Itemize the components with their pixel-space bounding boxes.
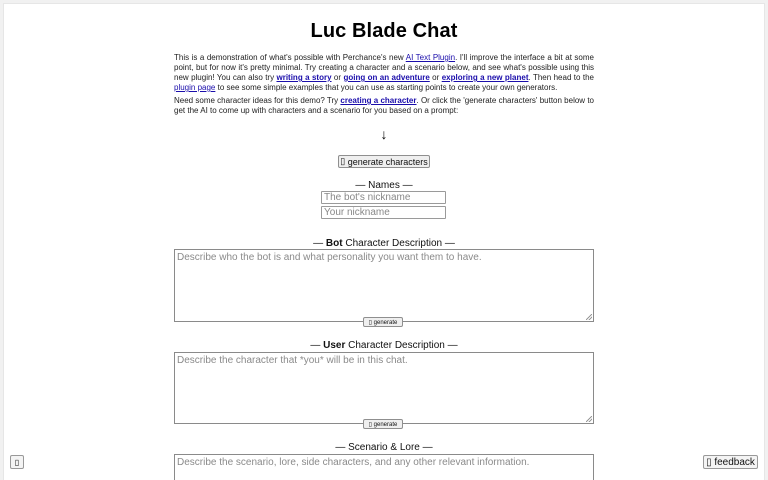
names-label: — Names — <box>355 180 413 191</box>
resize-grip-icon[interactable] <box>586 416 592 422</box>
page-frame <box>4 4 764 480</box>
ai-text-plugin-link[interactable]: AI Text Plugin <box>405 53 456 62</box>
user-description-label <box>4 340 764 351</box>
user-nickname-input[interactable]: Your nickname <box>321 206 446 219</box>
user-description-placeholder: Describe the character that *you* will be in this chat. <box>177 355 408 366</box>
label-rest: Character Description <box>345 340 445 351</box>
user-label-bold: User <box>323 340 346 351</box>
dash: — <box>442 238 455 249</box>
label-rest: Character Description <box>342 238 443 249</box>
bot-generate-button[interactable]: ▯ generate <box>363 317 403 327</box>
writing-a-story-link[interactable]: writing a story <box>276 73 332 82</box>
going-on-adventure-link[interactable]: going on an adventure <box>343 73 430 82</box>
generate-characters-label: generate characters <box>347 156 428 167</box>
scenario-placeholder: Describe the scenario, lore, side characters, and any other relevant information. <box>177 457 530 468</box>
intro-text: . Then head to the <box>528 73 594 82</box>
intro-text: Need some character ideas for this demo? Try <box>174 96 341 105</box>
user-description-textarea[interactable] <box>174 352 594 424</box>
intro-text: or <box>429 73 442 82</box>
feedback-button[interactable]: ▯ feedback <box>703 455 758 469</box>
scenario-label: — Scenario & Lore — <box>335 442 433 453</box>
bot-nickname-input[interactable]: The bot's nickname <box>321 191 446 204</box>
user-generate-button[interactable]: ▯ generate <box>363 419 403 429</box>
bot-label-bold: Bot <box>325 238 343 249</box>
intro-text: . Or click the 'generate characters' button below to get the AI to come up with characters and a scenario for you based on a prompt: <box>174 96 594 115</box>
intro-text: or <box>331 73 344 82</box>
generate-characters-button[interactable] <box>338 155 430 168</box>
bot-description-textarea[interactable] <box>174 249 594 322</box>
corner-menu-button[interactable]: ▯ <box>10 455 24 469</box>
scenario-textarea[interactable] <box>174 454 594 480</box>
generate-icon: ▯ <box>340 156 346 166</box>
dash: — <box>444 340 458 351</box>
page-title: Luc Blade Chat <box>310 20 458 42</box>
bot-description-placeholder: Describe who the bot is and what personality you want them to have. <box>177 252 482 263</box>
dash: — <box>313 238 326 249</box>
resize-grip-icon[interactable] <box>586 314 592 320</box>
intro-text: . I'll improve the interface a bit at some point, but for now it's pretty minimal. Try creating a character and a scenario below, and see what's possible using this new plugin! You can also try <box>174 53 594 82</box>
character-ideas-paragraph <box>174 96 594 116</box>
intro-text: to see some simple examples that you can use as starting points to create your own generators. <box>215 83 558 92</box>
down-arrow-icon: ↓ <box>380 126 388 142</box>
creating-character-link[interactable]: creating a character <box>340 96 417 105</box>
dash: — <box>310 340 324 351</box>
intro-text: This is a demonstration of what's possible with Perchance's new <box>174 53 406 62</box>
intro-paragraph <box>174 53 594 93</box>
plugin-page-link[interactable]: plugin page <box>174 83 216 92</box>
bot-description-label <box>4 238 764 249</box>
exploring-planet-link[interactable]: exploring a new planet <box>441 73 529 82</box>
